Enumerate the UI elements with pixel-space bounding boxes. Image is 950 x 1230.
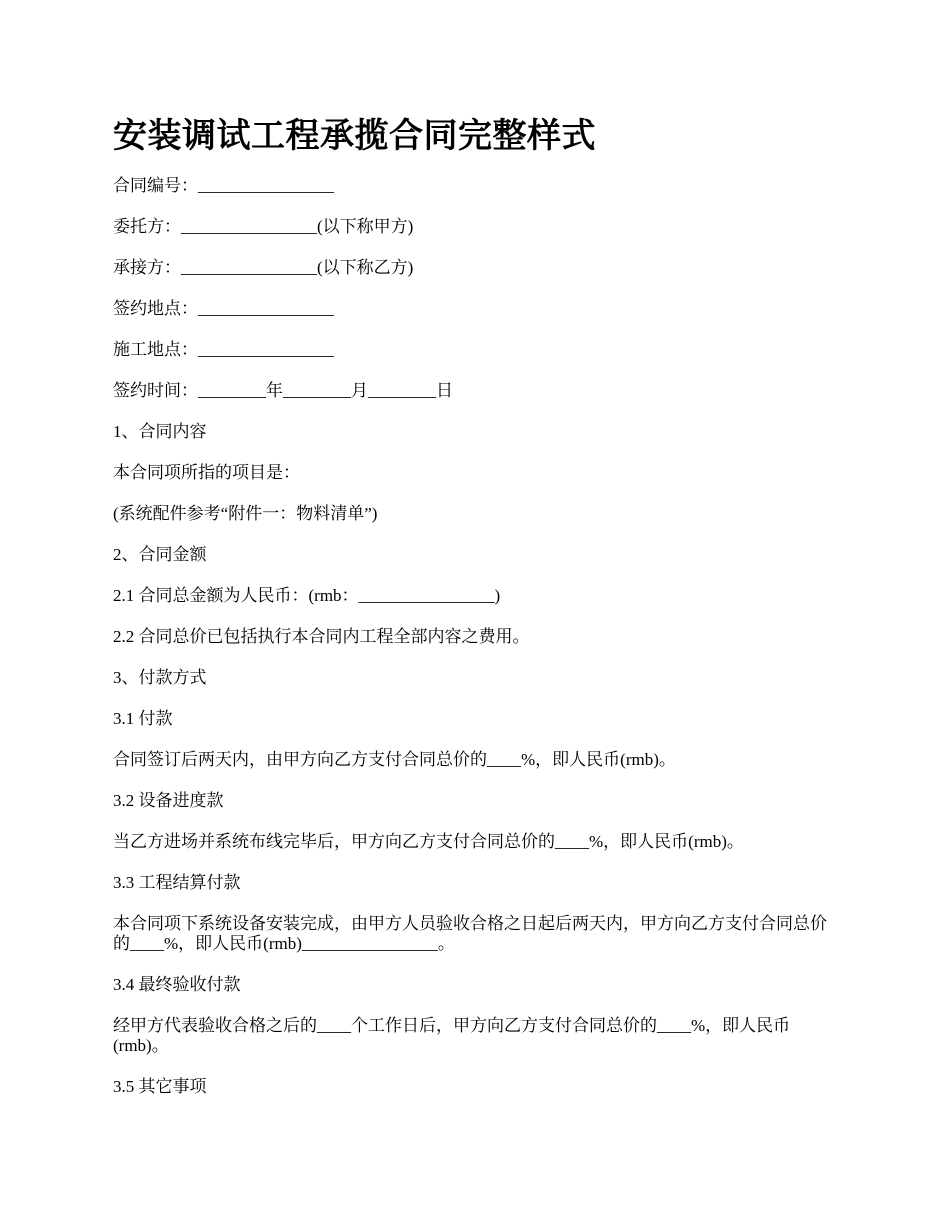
paragraph-initial-payment: 合同签订后两天内，由甲方向乙方支付合同总价的____%，即人民币(rmb)。 — [113, 750, 676, 769]
subheading-final-payment: 3.4 最终验收付款 — [113, 975, 241, 994]
construction-location-line: 施工地点：________________ — [113, 340, 334, 359]
contract-number-line: 合同编号：________________ — [113, 176, 334, 195]
client-party-line: 委托方：________________(以下称甲方) — [113, 217, 414, 236]
document-page — [113, 112, 841, 1118]
subheading-other-matters: 3.5 其它事项 — [113, 1077, 207, 1096]
signing-date-line: 签约时间：________年________月________日 — [113, 381, 453, 400]
subheading-progress-payment: 3.2 设备进度款 — [113, 791, 224, 810]
document-title: 安装调试工程承揽合同完整样式 — [113, 118, 596, 155]
paragraph-project: 本合同项所指的项目是： — [113, 463, 300, 482]
paragraph-price-includes: 2.2 合同总价已包括执行本合同内工程全部内容之费用。 — [113, 627, 530, 646]
section-heading-contract-amount: 2、合同金额 — [113, 545, 207, 564]
section-heading-payment: 3、付款方式 — [113, 668, 207, 687]
paragraph-final-payment: 经甲方代表验收合格之后的____个工作日后，甲方向乙方支付合同总价的____%，即人民币(rmb)。 — [113, 1016, 791, 1055]
contractor-party-line: 承接方：________________(以下称乙方) — [113, 258, 414, 277]
paragraph-attachment-note: (系统配件参考“附件一：物料清单”) — [113, 504, 378, 523]
section-heading-contract-content: 1、合同内容 — [113, 422, 207, 441]
subheading-settlement-payment: 3.3 工程结算付款 — [113, 873, 241, 892]
paragraph-settlement-payment: 本合同项下系统设备安装完成，由甲方人员验收合格之日起后两天内，甲方向乙方支付合同总价的____%，即人民币(rmb)________________。 — [113, 914, 827, 953]
subheading-payment: 3.1 付款 — [113, 709, 173, 728]
signing-location-line: 签约地点：________________ — [113, 299, 334, 318]
paragraph-total-amount: 2.1 合同总金额为人民币：(rmb：________________) — [113, 586, 501, 605]
paragraph-progress-payment: 当乙方进场并系统布线完毕后，甲方向乙方支付合同总价的____%，即人民币(rmb)。 — [113, 832, 744, 851]
